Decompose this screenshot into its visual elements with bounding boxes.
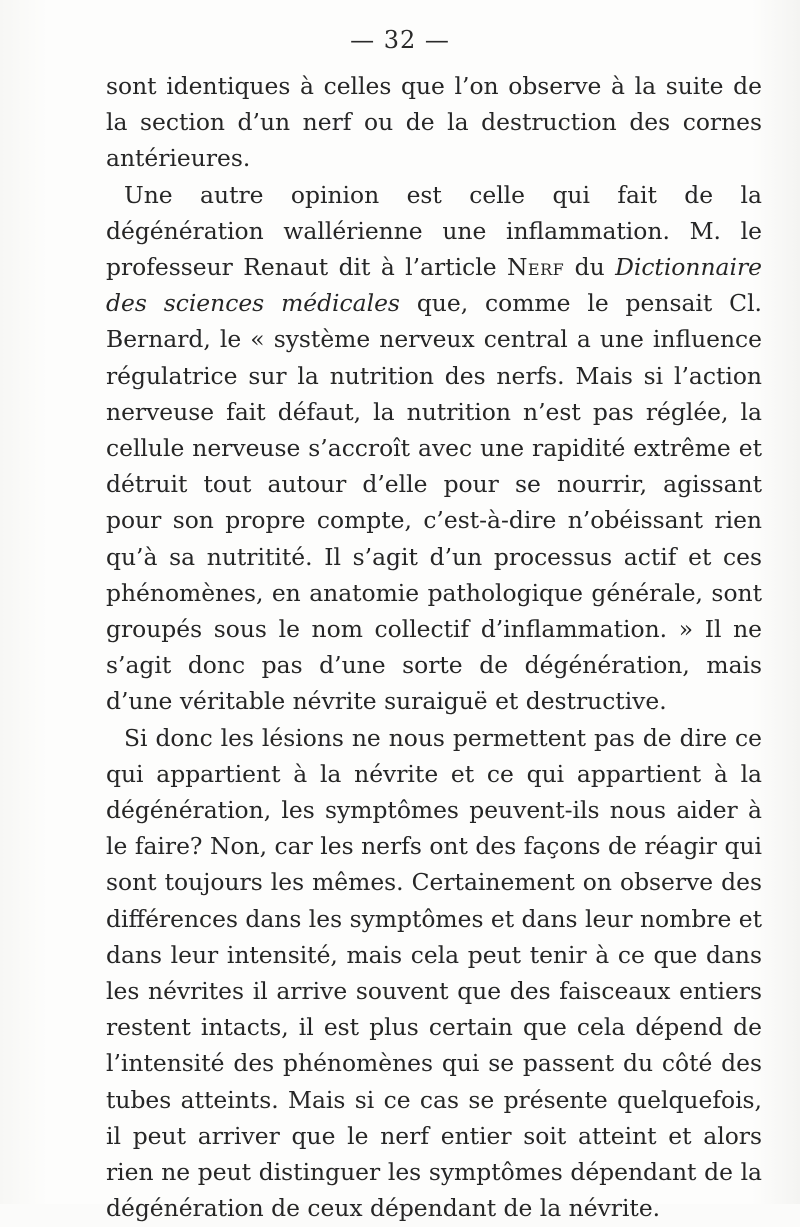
text-segment: Si donc les lésions ne nous permettent pas de dire ce qui appartient à la névrite et ce qui appartient à la dégénération, les symptômes peuvent-ils nous aider à le faire? Non, car les nerfs ont des façons de réagir qui sont toujours les mêmes. Certainement on observe des différences dans les symptômes et dans leur nombre et dans leur intensité, mais cela peut tenir à ce que dans les névrites il arrive souvent que des faisceaux entiers restent intacts, il est plus certain que cela dépend de l’intensité des phénomènes qui se passent du côté des tubes atteints. Mais si ce cas se présente quelquefois, il peut arriver que le nerf entier soit atteint et alors rien ne peut distinguer les symptômes dépendant de la dégénération de ceux dépendant de la névrite. bbox=[106, 723, 762, 1223]
page-number: — 32 — bbox=[350, 26, 450, 54]
text-segment: Une autre opinion est celle qui fait de la dégénération wallérienne une inflammation. M. le professeur Renaut dit à l’article bbox=[106, 180, 762, 282]
text-segment: sont identiques à celles que l’on observe à la suite de la section d’un nerf ou de la destruction des cornes antérieures. bbox=[106, 72, 762, 173]
paragraph bbox=[106, 177, 762, 720]
paragraph bbox=[106, 68, 762, 177]
paragraph bbox=[106, 720, 762, 1227]
text-segment: du bbox=[564, 253, 616, 282]
body-text bbox=[106, 68, 762, 1227]
dictionary-title-italic: Dictionnaire des sciences médicales bbox=[106, 253, 762, 318]
text-segment: que, comme le pensait Cl. Bernard, le « système nerveux central a une influence régulatrice sur la nutrition des nerfs. Mais si l’action nerveuse fait défaut, la nutrition n’est pas réglée, la cellule nerveuse s’accroît avec une rapidité extrême et détruit tout autour d’elle pour se nourrir, agissant pour son propre compte, c’est-à-dire n’obéissant rien qu’à sa nutritité. Il s’agit d’un processus actif et ces phénomènes, en anatomie pathologique générale, sont groupés sous le nom collectif d’inflammation. » Il ne s’agit donc pas d’une sorte de dégénération, mais d’une véritable névrite suraiguë et destructive. bbox=[106, 289, 762, 716]
article-title-smallcaps: Nerf bbox=[506, 253, 565, 282]
